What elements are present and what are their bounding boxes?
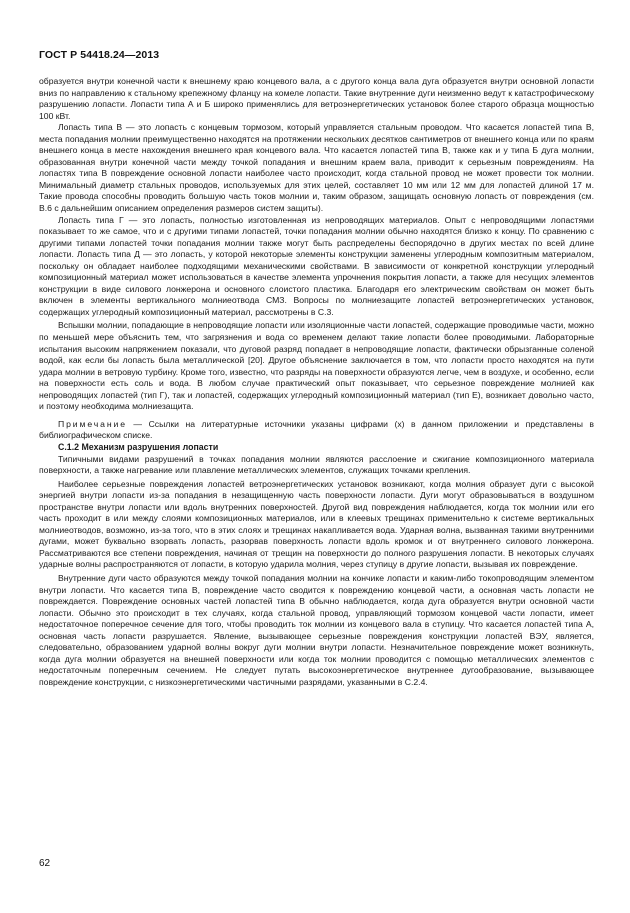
section-paragraph: Наиболее серьезные повреждения лопастей ветроэнергетических установок возникают, когда молния образует дуги с высокой энергией внутри лопасти из-за попадания в незащищенную часть поверхности лопасти. Дуги могут образовываться в воздушном пространстве внутри лопасти или вдоль внутренних поверхностей. Другой вид повреждения наблюдается, когда ток молнии или его часть проходит в или между слоями композиционных материалов, или в клеевых трещинах применительно к системе вертикальных молниеотводов, возможно, из-за того, что в этих слоях и трещинах накапливается вода. Ударная волна, вызванная такими внутренними дугами, может буквально взорвать лопасть, разорвав поверхность лопасти вдоль кромок и от внутреннего силового лонжерона. Рассматриваются все степени повреждения, начиная от трещин на поверхности до полного разрушения лопасти. В некоторых случаях ударные волны распространяются от лопасти, в которую ударила молния, через ступицу в другие лопасти, вызывая их повреждение. — [39, 478, 594, 570]
section-paragraph: Внутренние дуги часто образуются между точкой попадания молнии на кончике лопасти и каким-либо токопроводящим элементом внутри лопасти. Что касается типа В, повреждение часто сводится к повреждению концевой части, а основная часть лопасти не повреждается. Повреждение основных частей лопастей типа В обычно наблюдается, когда дуга образуется внутри основной части лопасти. Обычно это происходит в тех случаях, когда стальной провод, управляющий тормозом концевой части лопасти, имеет недостаточное поперечное сечение для того, чтобы проводить ток молнии из концевого вала в ступицу. Что касается лопастей типа А, основная часть лопасти разрушается. Явление, вызывающее серьезные повреждения конструкции лопастей ВЭУ, является, следовательно, образованием ударной волны вокруг дуги молнии внутри лопасти. Незначительное повреждение может возникнуть, когда дуга молнии образуется на внешней поверхности или когда ток молнии проводится с помощью металлических элементов с недостаточным поперечным сечением. Не следует путать высокоэнергетическое внутреннее дугообразование, вызывающее повреждение конструкции, с низкоэнергетическими частичными разрядами, указанными в С.2.4. — [39, 572, 594, 687]
paragraph-lightning-flashes: Вспышки молнии, попадающие в непроводящие лопасти или изоляционные части лопастей, содержащие проводимые части, можно по меньшей мере объяснить тем, что загрязнения и вода со временем делают такие лопасти более проводимыми. Лабораторные испытания высоким напряжением показали, что дуговой разряд попадает в непроводящие лопасти, фактически обрызганные соленой водой, как если бы лопасть была металлической [20]. Другое объяснение заключается в том, что лопасти просто находятся на пути удара молнии в ветровую турбину. Кроме того, известно, что разряды на поверхности образуются легче, чем в воздухе, и особенно, если на поверхности есть соль и вода. В любом случае практический опыт показывает, что серьезное повреждение молнией как непроводящих лопастей (тип Г), так и лопастей, содержащих углеродный композиционный материал (тип Е), возникает довольно часто, и поэтому необходима молниезащита. — [39, 320, 594, 412]
section-paragraph: Типичными видами разрушений в точках попадания молнии являются расслоение и сжигание композиционного материала поверхности, а также нагревание или плавление металлических элементов, служащих точками крепления. — [39, 453, 594, 476]
section-heading: С.1.2 Механизм разрушения лопасти — [58, 441, 219, 452]
page-number: 62 — [39, 858, 51, 869]
paragraph-blade-type-g: Лопасть типа Г — это лопасть, полностью изготовленная из непроводящих материалов. Опыт с непроводящими лопастями показывает то же самое, что и с другими типами лопастей, точки попадания молнии обычно находятся близко к концу. По сравнению с другими типами лопастей точки попадания молнии также могут быть распределены беспорядочно в других местах по всей длине лопасти. Лопасть типа Д — это лопасть, у которой некоторые элементы конструкции заменены углеродным композитным материалом, поскольку он обладает наиболее подходящими механическими свойствами. В зависимости от конкретной конструкции углеродный композиционный материал может использоваться в качестве элемента упрочнения покрытия лопасти, а также для несущих элементов конструкции в виде силового лонжерона и основного слоистого пластика. Благодаря его электрическим свойствам он может быть включен в элементы вертикального молниеотвода СМЗ. Вопросы по молниезащите лопастей ветроэнергетических установок, содержащих углеродный композиционный материал, рассмотрены в С.3. — [39, 214, 594, 317]
paragraph-blade-type-v: Лопасть типа В — это лопасть с концевым тормозом, который управляется стальным проводом. Что касается лопастей типа В, места попадания молнии преимущественно находятся на протяжении нескольких десятков сантиметров от внешнего конца или по краям внешнего конца в месте нахождения внешнего края концевого вала. Что касается лопастей типа В, также как и у типа Б дуга молнии, образованная внутри конечной части между точкой попадания и внешним краем вала, приводит к серьезным повреждениям. На лопастях типа В повреждение основной лопасти наиболее часто происходит, когда стальной провод не может провести ток молнии. Минимальный диаметр стальных проводов, используемых для этих целей, составляет 10 мм или 12 мм для лопастей длиной 17 м. Такие провода способны проводить большую часть токов молнии и, таким образом, защищать основную лопасть от повреждения (см. В.6 с дальнейшим описанием определения размеров систем защиты). — [39, 122, 594, 214]
standard-header: ГОСТ Р 54418.24—2013 — [39, 49, 160, 61]
document-body — [39, 76, 594, 688]
paragraph-continuation: образуется внутри конечной части к внешнему краю концевого вала, а с другого конца вала дуга образуется внутри основной лопасти вниз по направлению к стальному крепежному фланцу на комеле лопасти. Такие внутренние дуги неизменно ведут к катастрофическому разрушению лопасти. Лопасти типа А и Б широко применялись для ветроэнергетических установок более старого образца мощностью 100 кВт. — [39, 76, 594, 121]
note — [39, 419, 594, 442]
note-text: — Ссылки на литературные источники указаны цифрами (x) в данном приложении и представлены в библиографическом списке. — [39, 418, 594, 441]
note-label: Примечание — [58, 418, 127, 429]
